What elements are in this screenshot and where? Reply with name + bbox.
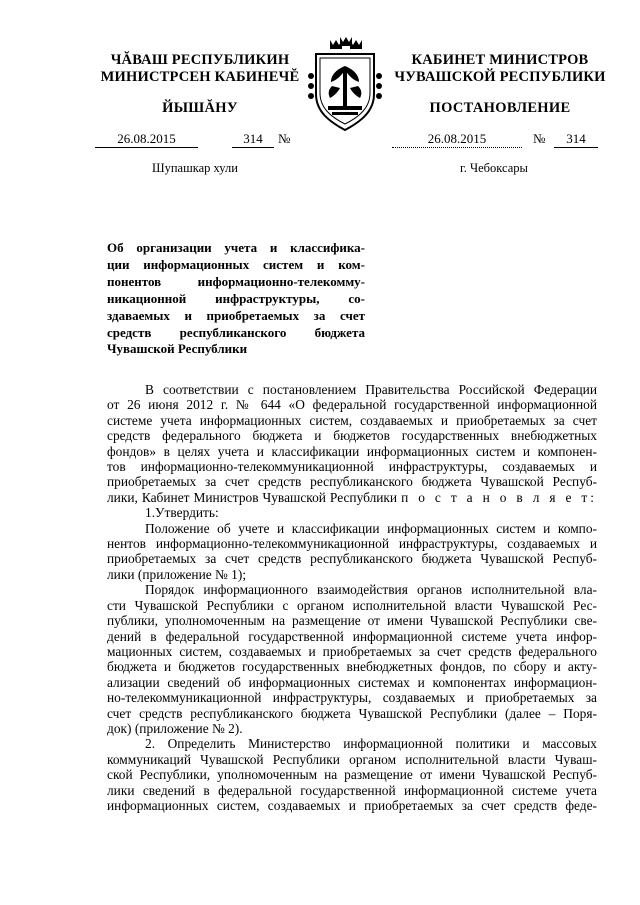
body-line: приобретаемых за счет средств республиканского бюджета Чувашской Респуб- xyxy=(107,551,597,567)
body-line: бюджета и бюджетов государственных внебюджетных фондов, по сбору и акту- xyxy=(107,659,597,675)
body-line: но-телекоммуникационной инфраструктуры, создаваемых и приобретаемых за xyxy=(107,690,597,706)
right-title-line1: КАБИНЕТ МИНИСТРОВ xyxy=(411,52,589,68)
body-line: средств федерального бюджета и бюджетов государственных внебюджетных xyxy=(107,428,597,444)
left-number: 314 xyxy=(232,132,274,148)
body-line: лики, Кабинет Министров Чувашской Республики xyxy=(107,489,398,505)
body-line: информационных систем, создаваемых и приобретаемых за счет средств феде- xyxy=(107,797,597,813)
chuvash-coat-of-arms-icon xyxy=(302,36,388,136)
document-body xyxy=(107,382,597,813)
subject-line: здаваемых и приобретаемых за счет xyxy=(107,307,365,323)
left-date: 26.08.2015 xyxy=(95,132,198,148)
body-line: 2. Определить Министерство информационной политики и массовых xyxy=(145,736,597,752)
right-issuer-title xyxy=(385,52,615,86)
body-line: док) (приложение № 2). xyxy=(107,720,243,736)
left-doc-type: ЙЫШĂНУ xyxy=(162,100,238,116)
subject-line: ции информационных систем и ком- xyxy=(107,256,365,272)
body-line: сти Чувашской Республики с органом исполнительной власти Чувашской Рес- xyxy=(107,597,597,613)
body-line: мационных систем, создаваемых и приобретаемых за счет средств федерального xyxy=(107,643,597,659)
subject-line: понентов информационно-телекомму- xyxy=(107,273,365,289)
right-date: 26.08.2015 xyxy=(392,132,522,148)
body-line: Порядок информационного взаимодействия органов исполнительной вла- xyxy=(145,582,597,598)
body-line: 1.Утвердить: xyxy=(145,505,219,521)
body-line: счет средств республиканского бюджета Чувашской Республики (далее – Поря- xyxy=(107,705,597,721)
left-number-sign: № xyxy=(278,131,291,146)
left-title-line2: МИНИСТРСЕН КАБИНЕЧĔ xyxy=(100,69,300,85)
subject-line: Об организации учета и классифика- xyxy=(107,240,365,255)
body-line: дений в федеральной государственной информационной системе учета инфор- xyxy=(107,628,597,644)
body-line: ализации сведений об информационных системах и компонентах информацион- xyxy=(107,674,597,690)
body-line: публики, уполномоченным на размещение от имени Чувашской Республики све- xyxy=(107,613,597,629)
right-city: г. Чебоксары xyxy=(460,161,528,175)
body-line: лики сведений в федеральной государственной информационной системе учета xyxy=(107,782,597,798)
subject-line: средств республиканского бюджета xyxy=(107,324,365,340)
body-line: фондов» в целях учета и классификации информационных систем и компонен- xyxy=(107,443,597,459)
subject-line: никационной инфраструктуры, со- xyxy=(107,290,365,306)
body-line: Положение об учете и классификации информационных систем и компо- xyxy=(145,520,597,536)
left-issuer-title xyxy=(95,52,305,86)
right-number: 314 xyxy=(554,132,598,148)
body-line: В соответствии с постановлением Правительства Российской Федерации xyxy=(145,382,597,397)
left-title-line1: ЧĂВАШ РЕСПУБЛИКИН xyxy=(110,52,290,68)
right-number-sign: № xyxy=(533,131,546,146)
body-line: приобретаемых за счет средств республиканского бюджета Чувашской Респуб- xyxy=(107,474,597,490)
body-line: от 26 июня 2012 г. № 644 «О федеральной государственной информационной xyxy=(107,397,597,413)
body-line: лики (приложение № 1); xyxy=(107,566,247,582)
left-city: Шупашкар хули xyxy=(152,161,238,175)
right-title-line2: ЧУВАШСКОЙ РЕСПУБЛИКИ xyxy=(394,69,606,85)
body-line: ской Республики, уполномоченным на размещение от имени Чувашской Респуб- xyxy=(107,767,597,783)
document-subject xyxy=(107,240,365,358)
decree-word: п о с т а н о в л я е т: xyxy=(401,489,597,505)
right-doc-type: ПОСТАНОВЛЕНИЕ xyxy=(429,100,571,116)
body-line: тов информационно-телекоммуникационной инфраструктуры, создаваемых и xyxy=(107,459,597,475)
body-line: коммуникаций Чувашской Республики органом исполнительной власти Чуваш- xyxy=(107,751,597,767)
subject-line: Чувашской Республики xyxy=(107,341,248,357)
body-line: системе учета информационных систем, создаваемых и приобретаемых за счет xyxy=(107,412,597,428)
body-line: нентов информационно-телекоммуникационной инфраструктуры, создаваемых и xyxy=(107,536,597,552)
body-line-decree xyxy=(107,490,597,505)
